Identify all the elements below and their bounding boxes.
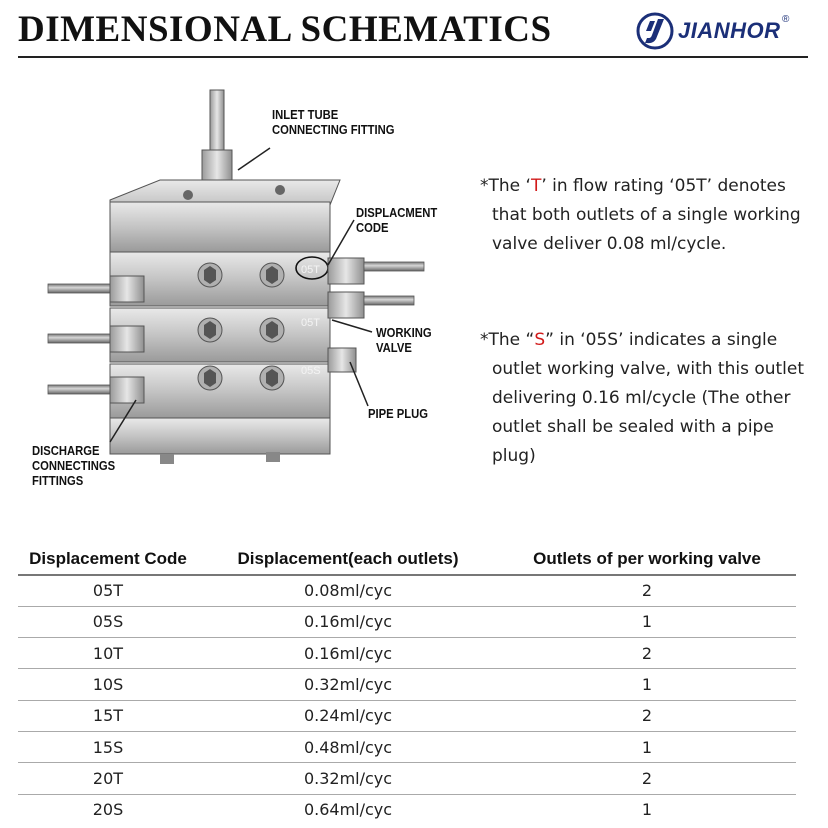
cell-outlets: 2 (498, 763, 796, 794)
cell-code: 05T (18, 575, 198, 606)
pipe-plug-callout-label: PIPE PLUG (368, 407, 429, 421)
header-displacement: Displacement(each outlets) (198, 543, 498, 575)
cell-displacement: 0.48ml/cyc (198, 731, 498, 762)
cell-outlets: 1 (641, 800, 653, 820)
inlet-callout-line (238, 148, 270, 170)
cell-code: 20S (92, 800, 124, 820)
top-cap-front (110, 202, 330, 252)
jianhor-logo-icon (636, 12, 674, 50)
cell-outlets: 2 (498, 700, 796, 731)
cell-displacement: 0.32ml/cyc (198, 669, 498, 700)
cell-code: 15S (18, 731, 198, 762)
page-title: DIMENSIONAL SCHEMATICS (18, 9, 552, 50)
table-row (18, 575, 796, 606)
cell-outlets: 1 (498, 669, 796, 700)
working-valve-callout-label: WORKING VALVE (376, 326, 432, 355)
table-row (18, 700, 796, 731)
bottom-cap (110, 418, 330, 454)
cell-code: 20T (18, 763, 198, 794)
working-valve-callout-line (332, 320, 372, 332)
table-row (18, 638, 796, 669)
header-displacement-code: Displacement Code (18, 543, 198, 575)
inlet-fitting (202, 150, 232, 184)
cell-outlets: 2 (498, 575, 796, 606)
cell-outlets: 2 (498, 638, 796, 669)
table-row (18, 763, 796, 794)
cell-displacement: 0.24ml/cyc (198, 700, 498, 731)
note-highlight-s: S (534, 330, 546, 350)
brand-logo (636, 12, 816, 52)
cell-displacement: 0.16ml/cyc (198, 606, 498, 637)
note-05t: *The ‘T’ in flow rating ‘05T’ denotes that both outlets of a single working valve deliver 0.08 ml/cycle. (480, 176, 801, 254)
cell-code: 10T (18, 638, 198, 669)
displacement-code-callout-label: DISPLACMENT CODE (356, 206, 438, 235)
table-row (18, 606, 796, 637)
table-header-row (18, 543, 796, 575)
displacement-table (18, 543, 796, 825)
header-outlets: Outlets of per working valve (498, 543, 796, 575)
cell-code: 05S (18, 606, 198, 637)
table-row (18, 731, 796, 762)
table-row (18, 794, 796, 825)
discharge-callout-label: DISCHARGE CONNECTINGS FITTINGS (32, 444, 116, 488)
pipe-plug (328, 348, 356, 372)
cell-displacement: 0.32ml/cyc (198, 763, 498, 794)
note-highlight-t: T (530, 176, 542, 196)
valve-code-1: 05T (301, 264, 320, 276)
registered-mark: ® (782, 14, 790, 25)
cell-outlets: 1 (498, 731, 796, 762)
valve-code-2: 05T (301, 317, 320, 329)
brand-name: JIANHOR (678, 18, 781, 43)
table-row (18, 669, 796, 700)
cell-code: 15T (18, 700, 198, 731)
left-discharge-tubes (48, 276, 144, 403)
note-05s: *The “S” in ‘05S’ indicates a single outlet working valve, with this outlet delivering 0.16 ml/cycle (The other outlet shall be sealed with a pipe plug) (480, 330, 805, 466)
cell-code: 10S (18, 669, 198, 700)
cell-displacement: 0.08ml/cyc (198, 575, 498, 606)
cell-displacement: 0.16ml/cyc (198, 638, 498, 669)
cell-displacement: 0.64ml/cyc (303, 800, 393, 820)
pipe-plug-callout-line (350, 362, 368, 406)
header-divider (18, 56, 808, 58)
cell-outlets: 1 (498, 606, 796, 637)
valve-code-3: 05S (301, 365, 321, 377)
inlet-callout-label: INLET TUBE CONNECTING FITTING (272, 108, 395, 137)
